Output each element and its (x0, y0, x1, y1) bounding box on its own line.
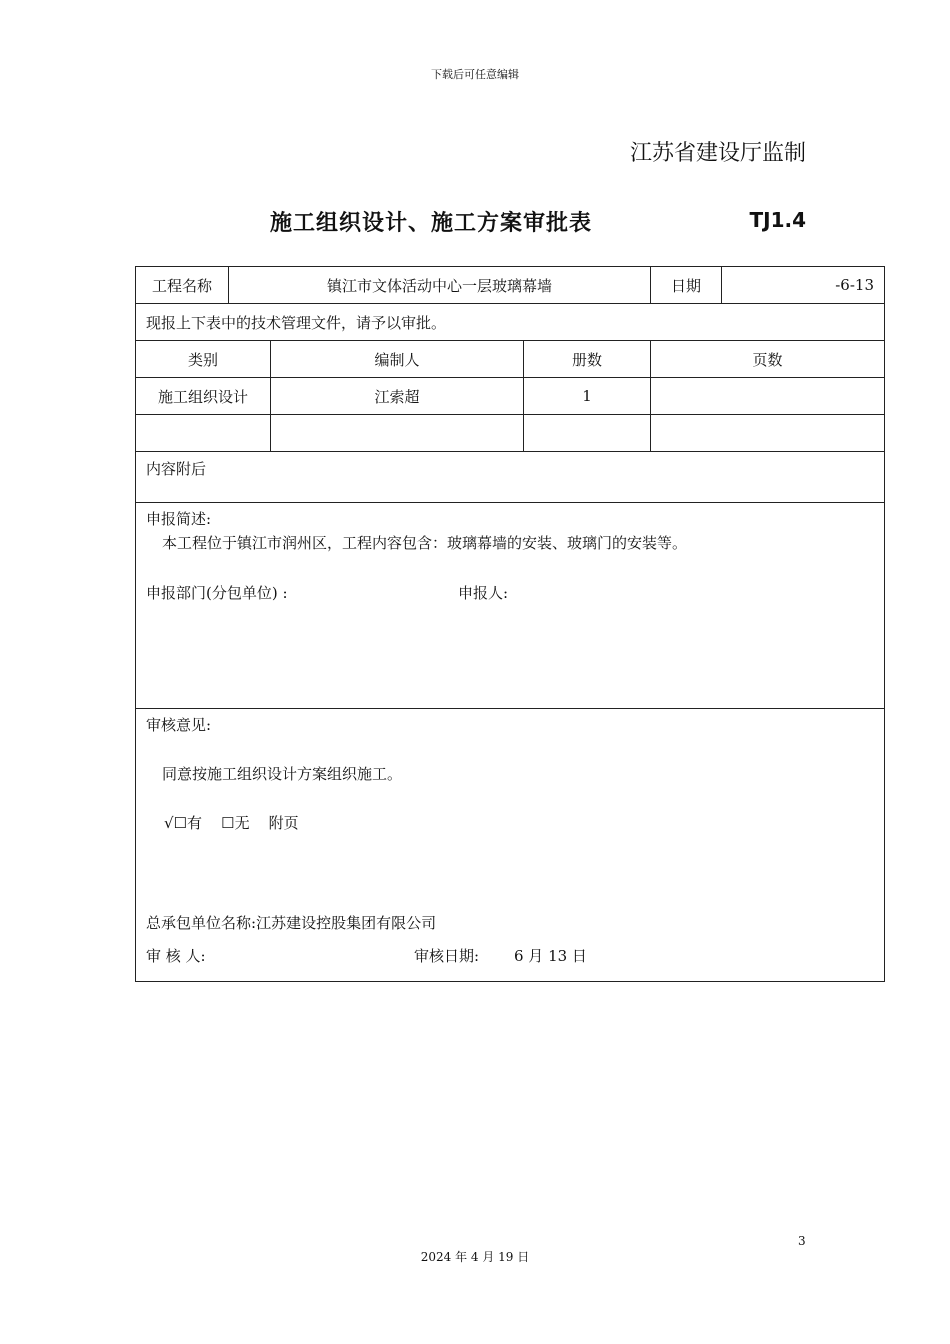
approval-form (135, 266, 885, 982)
cell-pages (651, 415, 884, 451)
attachment-row (136, 452, 884, 503)
check-mark: √ (164, 814, 174, 832)
issuer-label: 江苏省建设厅监制 (629, 141, 806, 166)
table-row (136, 415, 884, 452)
dept-label: 申报部门(分包单位) : (146, 584, 288, 602)
header-pages: 页数 (752, 350, 783, 369)
cell-category (136, 415, 271, 451)
summary-label: 申报简述: (146, 510, 212, 528)
option-yes-label: 有 (187, 814, 203, 832)
cell-volumes: 1 (524, 378, 651, 414)
contractor-line (146, 912, 436, 933)
doc-table-header (136, 341, 884, 378)
cell-volumes (524, 415, 651, 451)
reviewer-label: 审 核 人: (146, 947, 206, 965)
attachment-options (164, 812, 299, 833)
review-opinion: 同意按施工组织设计方案组织施工。 (162, 765, 403, 783)
review-date-label: 审核日期: (414, 947, 480, 965)
cell-pages (651, 378, 884, 414)
contractor-value: 江苏建设控股集团有限公司 (256, 914, 437, 932)
footer-date: 2024 年 4 月 19 日 (420, 1250, 530, 1264)
project-name-value: 镇江市文体活动中心一层玻璃幕墙 (229, 267, 651, 303)
option-no-label: 无 (234, 814, 250, 832)
request-row (136, 304, 884, 341)
cell-author: 江索超 (271, 378, 524, 414)
header-category: 类别 (136, 341, 271, 377)
date-label: 日期 (651, 267, 722, 303)
project-name-label: 工程名称 (136, 267, 229, 303)
header-volumes: 册数 (524, 341, 651, 377)
summary-section (136, 503, 884, 709)
header-note: 下载后可任意编辑 (431, 68, 519, 81)
contractor-label: 总承包单位名称: (146, 914, 257, 932)
table-row (136, 378, 884, 415)
project-row (136, 267, 884, 304)
form-code: TJ1.4 (749, 208, 806, 232)
attachment-page-label: 附页 (268, 814, 299, 832)
date-value: -6-13 (835, 276, 874, 294)
review-section (136, 709, 884, 981)
form-title: 施工组织设计、施工方案审批表 (270, 211, 593, 236)
checkbox-no[interactable]: ☐ (221, 814, 235, 832)
checkbox-yes[interactable]: ☐ (173, 814, 188, 832)
review-date-value: 6 月 13 日 (514, 947, 587, 965)
request-text: 现报上下表中的技术管理文件，请予以审批。 (146, 313, 447, 332)
summary-text: 本工程位于镇江市润州区，工程内容包含：玻璃幕墙的安装、玻璃门的安装等。 (162, 534, 688, 552)
review-label: 审核意见: (146, 716, 212, 734)
cell-author (271, 415, 524, 451)
applicant-label: 申报人: (458, 584, 509, 602)
page-number: 3 (798, 1234, 806, 1248)
cell-category: 施工组织设计 (136, 378, 271, 414)
header-author: 编制人 (271, 341, 524, 377)
attachment-note: 内容附后 (146, 460, 207, 478)
